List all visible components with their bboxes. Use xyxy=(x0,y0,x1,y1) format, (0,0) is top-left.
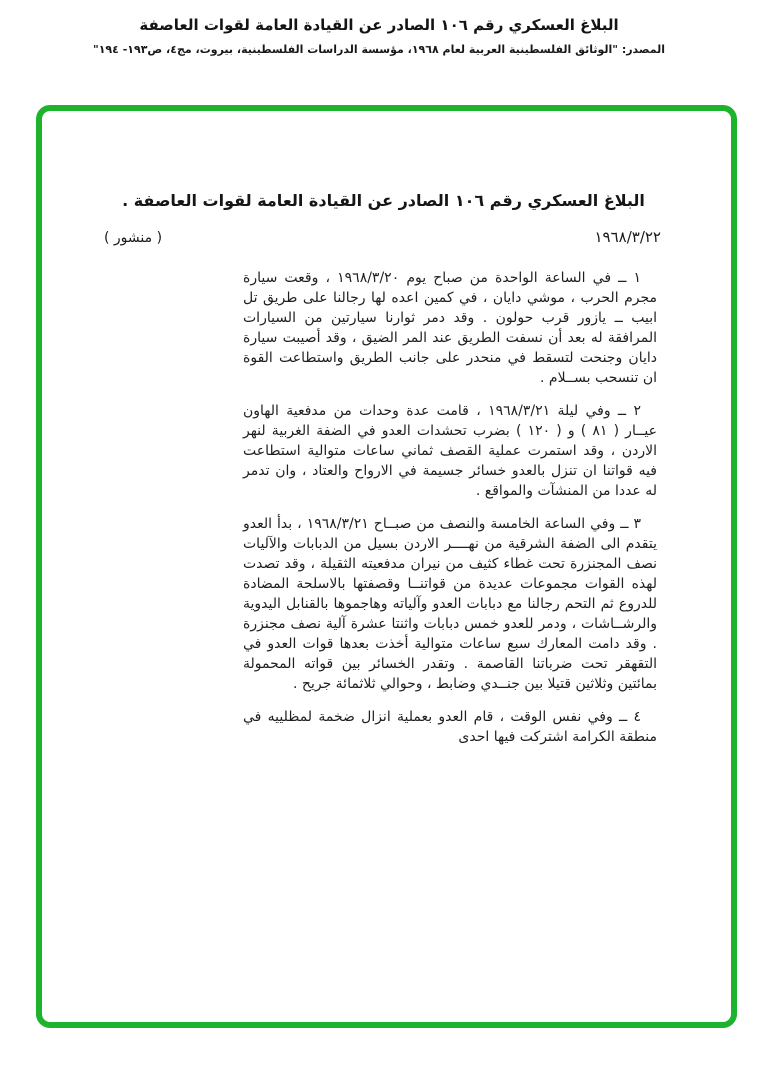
body-paragraph-1: ١ ــ في الساعة الواحدة من صباح يوم ١٩٦٨/٣/٢٠ ، وقعت سيارة مجرم الحرب ، موشي دايان ، في كمين اعده لها رجالنا على طريق تل ابيب ــ يازور قرب حولون . وقد دمر ثوارنا سيارتين من السيارات المرافقة له بعد أن نسفت الطريق عند المر الضيق ، وقد أصيبت سيارة دايان وجنحت لتسقط في منحدر على جانب الطريق واستطاعت القوة ان تنسحب بســلام . xyxy=(243,270,657,386)
document-body xyxy=(243,268,657,760)
header-title: البلاغ العسكري رقم ١٠٦ الصادر عن القيادة العامة لقوات العاصفة xyxy=(139,16,619,34)
body-paragraph-2: ٢ ــ وفي ليلة ١٩٦٨/٣/٢١ ، قامت عدة وحدات من مدفعية الهاون عيــار ( ٨١ ) و ( ١٢٠ ) بضرب تحشدات العدو في الضفة الغربية لنهر الاردن ، وقد استمرت عملية القصف ثماني ساعات متوالية استطاعت فيه قواتنا ان تنزل بالعدو خسائر جسيمة في الارواح والعتاد ، وان تدمر له عددا من المنشآت والمواقع . xyxy=(243,403,657,499)
date-row xyxy=(104,228,661,246)
page-header xyxy=(0,16,758,56)
body-paragraph-4: ٤ ــ وفي نفس الوقت ، قام العدو بعملية انزال ضخمة لمظلييه في منطقة الكرامة اشتركت فيها احدى xyxy=(243,709,657,745)
published-note: ( منشور ) xyxy=(104,230,163,246)
document-title: البلاغ العسكري رقم ١٠٦ الصادر عن القيادة العامة لقوات العاصفة . xyxy=(122,191,645,210)
body-paragraph-3: ٣ ــ وفي الساعة الخامسة والنصف من صبــاح ١٩٦٨/٣/٢١ ، بدأ العدو يتقدم الى الضفة الشرقية من نهــــر الاردن بسيل من الدبابات والآليات نصف المجنزرة تحت غطاء كثيف من نيران مدفعيته الثقيلة ، وقد تصدت لهذه القوات مجموعات عديدة من قواتنــا وقصفتها بالاسلحة المضادة للدروع ثم التحم رجالنا مع دبابات العدو وآلياته وهاجموها بالقنابل اليدوية والرشــاشات ، ودمر للعدو خمس دبابات واثنتا عشرة آلية نصف مجنزرة . وقد دامت المعارك سبع ساعات متوالية أخذت بعدها قوات العدو في التقهقر تحت ضرباتنا القاصمة . وتقدر الخسائر بين قواته المحمولة بمائتين وثلاثين قتيلا بين جنــدي وضابط ، وحوالي ثلاثمائة جريح . xyxy=(243,516,657,692)
header-source-citation: المصدر: "الوثائق الفلسطينية العربية لعام ١٩٦٨، مؤسسة الدراسات الفلسطينية، بيروت، مج٤، ص١٩٣- ١٩٤" xyxy=(92,43,666,56)
document-date: ١٩٦٨/٣/٢٢ xyxy=(594,228,661,246)
document-frame xyxy=(36,105,737,1028)
